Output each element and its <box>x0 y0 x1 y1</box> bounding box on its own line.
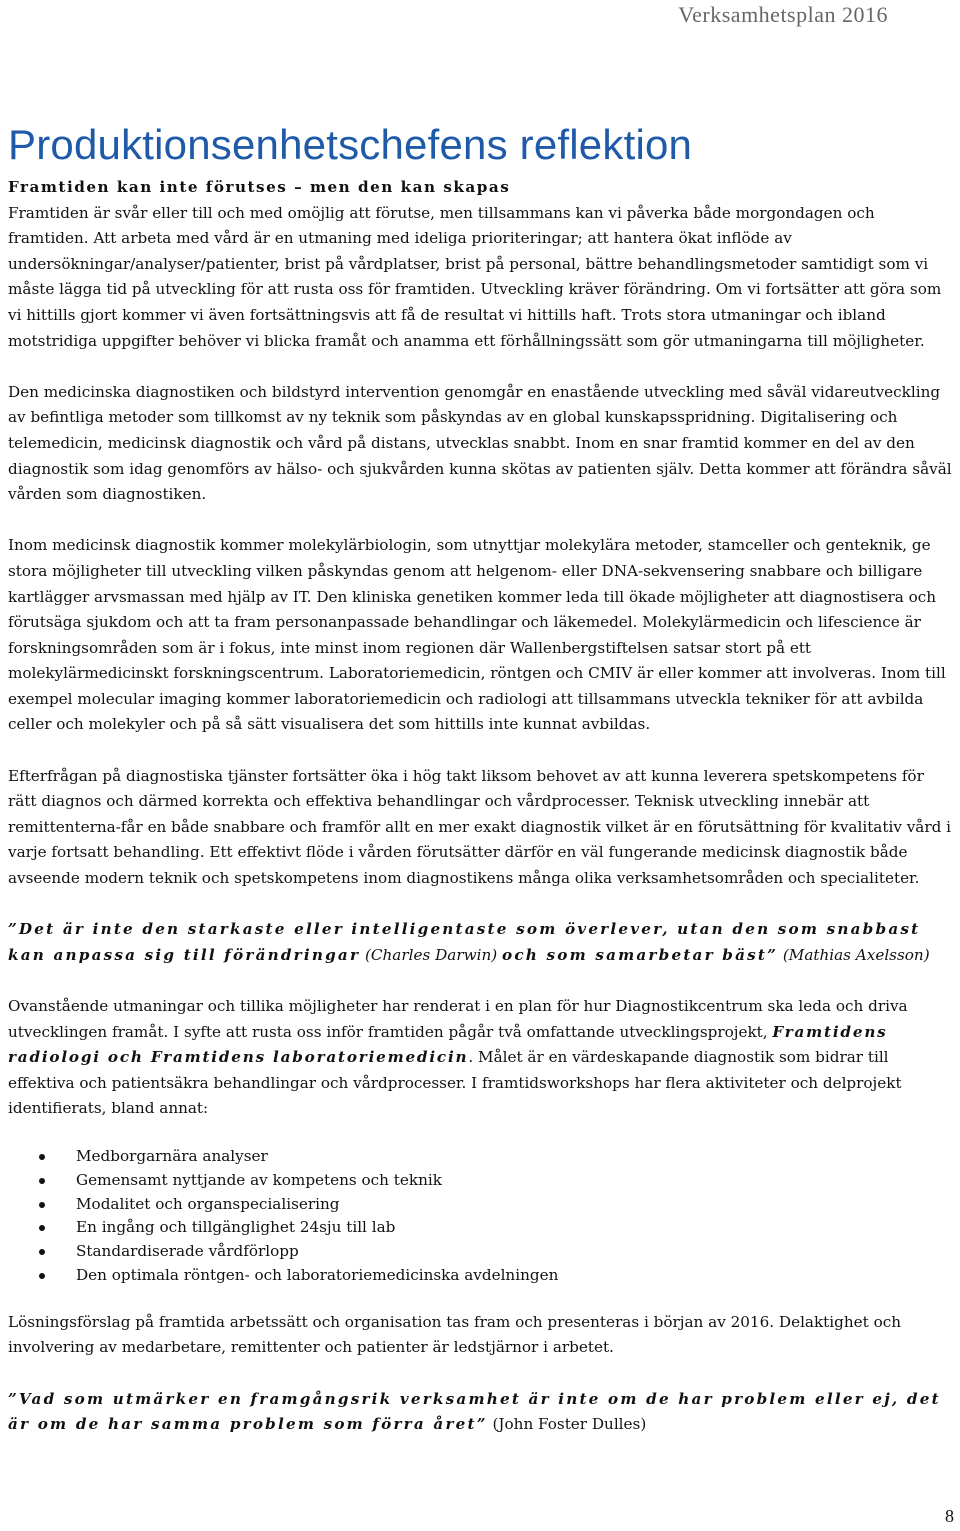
paragraph-plan-start: Ovanstående utmaningar och tillika möjligheter har renderat i en plan för hur Diagnostikcentrum ska leda och driva utvecklingen framåt. I syfte att rusta oss inför framtiden pågår två omfattande utvecklingsprojekt, <box>8 997 908 1041</box>
list-item: Standardiserade vårdförlopp <box>76 1240 953 1264</box>
paragraph-plan-end: . Målet är en värdeskapande diagnostik som bidrar till effektiva och patientsäkra behandlingar och vårdprocesser. I framtidsworkshops har flera aktiviteter och delprojekt identifierats, bland annat: <box>8 1048 902 1118</box>
quote-darwin <box>8 917 953 968</box>
document-body <box>8 175 953 1438</box>
quote-darwin-part2: och som samarbetar bäst” <box>501 945 779 964</box>
quote-dulles-attribution: (John Foster Dulles) <box>492 1415 647 1434</box>
quote-dulles <box>8 1387 953 1438</box>
paragraph-molecular: Inom medicinsk diagnostik kommer molekylärbiologin, som utnyttjar molekylära metoder, stamceller och genteknik, ge stora möjligheter till utveckling vilken påskyndas genom att helgenom- eller DNA-sekvensering snabbare och billigare kartlägger arvsmassan med hjälp av IT. Den kliniska genetiken kommer leda till ökade möjligheter att diagnostisera och förutsäga sjukdom och att ta fram personanpassade behandlingar och läkemedel. Molekylärmedicin och lifescience är forskningsområden som är i fokus, inte minst inom regionen där Wallenbergstiftelsen satsar stort på ett molekylärmedicinskt forskningscentrum. Laboratoriemedicin, röntgen och CMIV är eller kommer att involveras. Inom till exempel molecular imaging kommer laboratoriemedicin och radiologi att tillsammans utveckla tekniker för att avbilda celler och molekyler och på så sätt visualisera det som hittills inte kunnat avbildas. <box>8 536 946 734</box>
quote-darwin-attribution: (Charles Darwin) <box>364 945 498 964</box>
page-number: 8 <box>945 1506 954 1526</box>
paragraph-demand: Efterfrågan på diagnostiska tjänster fortsätter öka i hög takt liksom behovet av att kunna leverera spetskompetens för rätt diagnos och därmed korrekta och effektiva behandlingar och vårdprocesser. Teknisk utveckling innebär att remittenterna-får en både snabbare och framför allt en mer exakt diagnostik vilket är en förutsättning för kvalitativ vård i varje fortsatt behandling. Ett effektivt flöde i vården förutsätter därför en väl fungerande medicinsk diagnostik både avseende modern teknik och spetskompetens inom diagnostikens många olika verksamhetsområden och specialiteter. <box>8 766 952 888</box>
list-item: Den optimala röntgen- och laboratoriemedicinska avdelningen <box>76 1264 953 1288</box>
section-subheading: Framtiden kan inte förutses – men den kan skapas <box>8 178 511 196</box>
paragraph-intro: Framtiden är svår eller till och med omöjlig att förutse, men tillsammans kan vi påverka både morgondagen och framtiden. Att arbeta med vård är en utmaning med ideliga prioriteringar; att hantera ökat inflöde av undersökningar/analyser/patienter, brist på vårdplatser, brist på personal, bättre behandlingsmetoder samtidigt som vi måste lägga tid på utveckling för att rusta oss för framtiden. Utveckling kräver förändring. Om vi fortsätter att göra som vi hittills gjort kommer vi även fortsättningsvis att få de resultat vi hittills haft. Trots stora utmaningar och ibland motstridiga uppgifter behöver vi blicka framåt och anamma ett förhållningssätt som gör utmaningarna till möjligheter. <box>8 203 942 350</box>
list-item: Modalitet och organspecialisering <box>76 1193 953 1217</box>
quote-axelsson-attribution: (Mathias Axelsson) <box>782 945 930 964</box>
paragraph-plan <box>8 994 953 1122</box>
quote-dulles-text: ”Vad som utmärker en framgångsrik verksamhet är inte om de har problem eller ej, det är om de har samma problem som förra året” <box>8 1389 941 1434</box>
paragraph-diagnostics: Den medicinska diagnostiken och bildstyrd intervention genomgår en enastående utveckling med såväl vidareutveckling av befintliga metoder som tillkomst av ny teknik som påskyndas av en global kunskapsspridning. Digitalisering och telemedicin, medicinsk diagnostik och vård på distans, utvecklas snabbt. Inom en snar framtid kommer en del av den diagnostik som idag genomförs av hälso- och sjukvården kunna skötas av patienten själv. Detta kommer att förändra såväl vården som diagnostiken. <box>8 382 952 504</box>
list-item: En ingång och tillgänglighet 24sju till lab <box>76 1216 953 1240</box>
running-header: Verksamhetsplan 2016 <box>678 2 888 27</box>
page-title: Produktionsenhetschefens reflektion <box>8 121 693 169</box>
list-item: Medborgarnära analyser <box>76 1145 953 1169</box>
list-item: Gemensamt nyttjande av kompetens och teknik <box>76 1169 953 1193</box>
project-names: Framtidens radiologi och Framtidens laboratoriemedicin <box>8 1022 888 1067</box>
quote-darwin-part1: ”Det är inte den starkaste eller intelligentaste som överlever, utan den som snabbast kan anpassa sig till förändringar <box>8 920 921 964</box>
paragraph-solutions: Lösningsförslag på framtida arbetssätt och organisation tas fram och presenteras i början av 2016. Delaktighet och involvering av medarbetare, remittenter och patienter är ledstjärnor i arbetet. <box>8 1312 901 1357</box>
activity-list <box>8 1145 953 1288</box>
